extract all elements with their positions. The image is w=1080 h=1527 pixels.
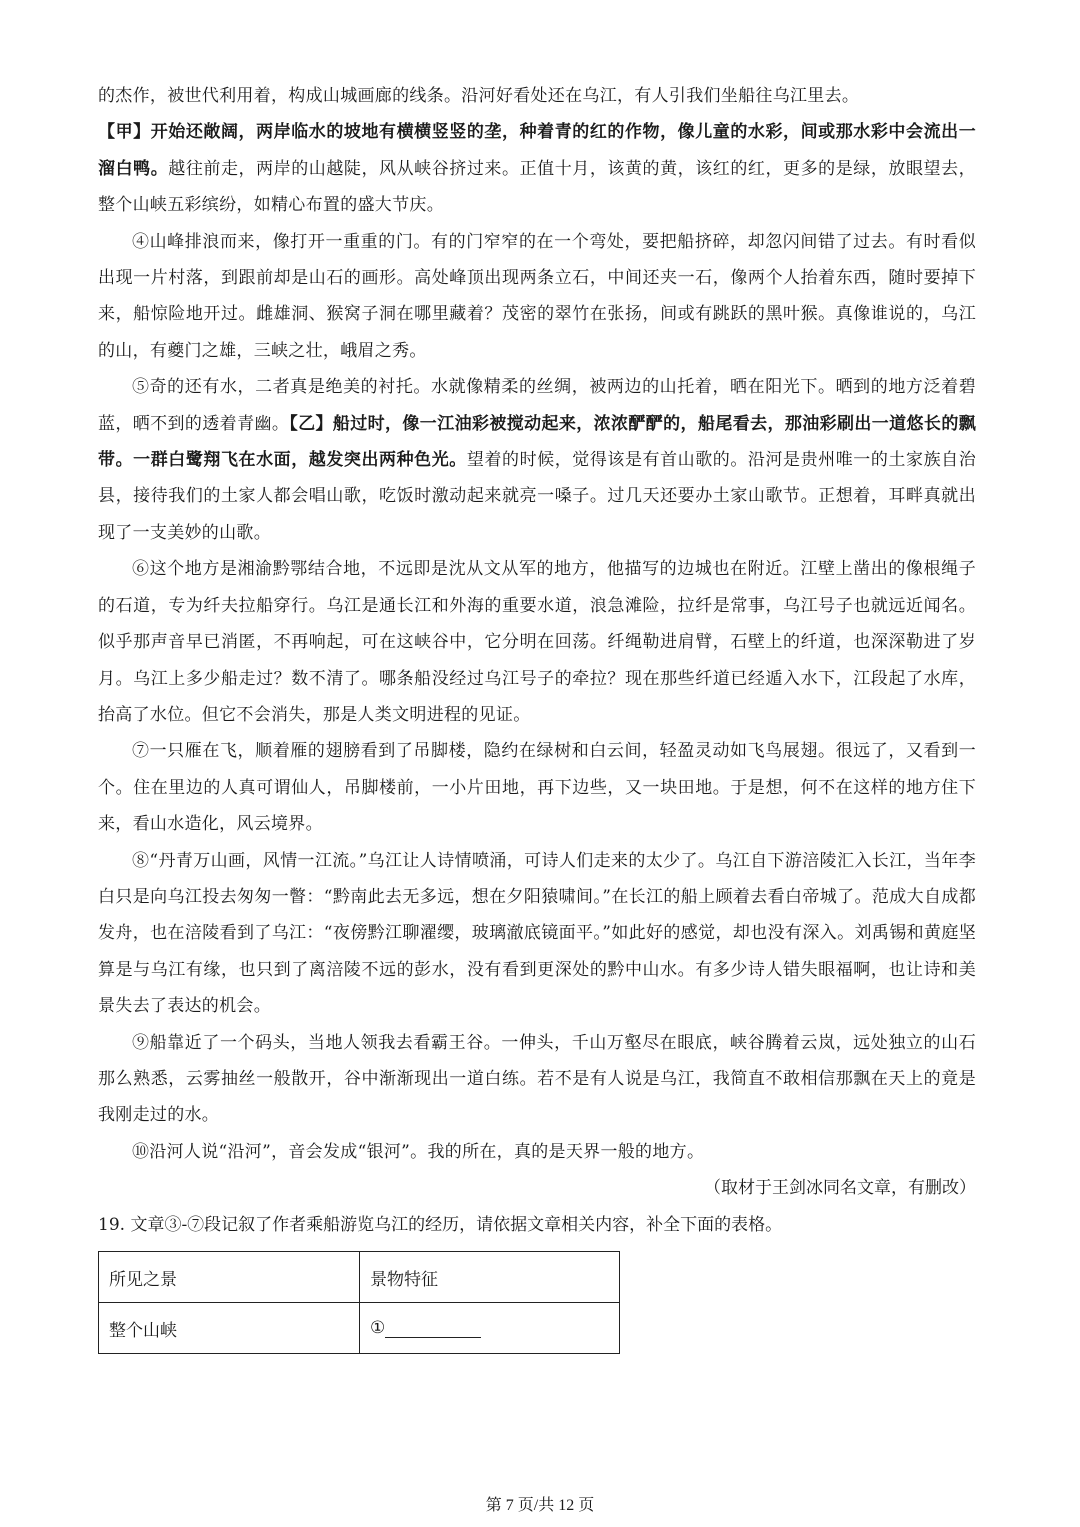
source-note: （取材于王剑冰同名文章，有删改）	[704, 1178, 976, 1199]
table-row	[99, 1303, 620, 1354]
paragraph-continued: 的杰作，被世代利用着，构成山城画廊的线条。沿河好看处还在乌江，有人引我们坐船往乌江里去。	[98, 86, 860, 106]
paragraph-5	[98, 369, 976, 551]
blank-number: ①	[370, 1318, 386, 1338]
table-header-cell: 景物特征	[360, 1252, 620, 1303]
paragraph-6: ⑥这个地方是湘渝黔鄂结合地，不远即是沈从文从军的地方，他描写的边城也在附近。江壁上凿出的像根绳子的石道，专为纤夫拉船穿行。乌江是通长江和外海的重要水道，浪急滩险，拉纤是常事，乌江号子也就远近闻名。似乎那声音早已消匿，不再响起，可在这峡谷中，它分明在回荡。纤绳勒进肩臂，石壁上的纤道，也深深勒进了岁月。乌江上多少船走过？数不清了。哪条船没经过乌江号子的牵拉？现在那些纤道已经遁入水下，江段起了水库，抬高了水位。但它不会消失，那是人类文明进程的见证。	[98, 559, 976, 725]
answer-table	[98, 1251, 620, 1354]
excerpt-jia: 【甲】开始还敞阔，两岸临水的坡地有横横竖竖的垄，种着青的红的作物，像儿童的水彩，间或那水彩中会流出一溜白鸭。	[98, 122, 976, 179]
answer-blank[interactable]	[385, 1319, 481, 1338]
paragraph-10: ⑩沿河人说“沿河”，音会发成“银河”。我的所在，真的是天界一般的地方。	[132, 1141, 705, 1162]
paragraph-8: ⑧“丹青万山画，风情一江流。”乌江让人诗情喷涌，可诗人们走来的太少了。乌江自下游涪陵汇入长江，当年李白只是向乌江投去匆匆一瞥：“黔南此去无多远，想在夕阳猿啸间。”在长江的船上顾着去看白帝城了。范成大自成都发舟，也在涪陵看到了乌江：“夜傍黔江聊濯缨，玻璃澈底镜面平。”如此好的感觉，却也没有深入。刘禹锡和黄庭坚算是与乌江有缘，也只到了离涪陵不远的彭水，没有看到更深处的黔中山水。有多少诗人错失眼福啊，也让诗和美景失去了表达的机会。	[98, 850, 976, 1017]
paragraph-jia	[98, 114, 976, 223]
page-number: 第 7 页/共 12 页	[485, 1497, 595, 1514]
answer-blank-cell[interactable]	[360, 1303, 620, 1354]
article-page	[98, 78, 976, 1354]
paragraph-5-before: ⑤奇的还有水，二者真是绝美的衬托。水就像精柔的丝绸，被两边的山托着，晒在阳光下。晒到的地方泛着碧蓝，晒不到的透着青幽。	[98, 377, 976, 434]
paragraph-9: ⑨船靠近了一个码头，当地人领我去看霸王谷。一伸头，千山万壑尽在眼底，峡谷腾着云岚，远处独立的山石那么熟悉，云雾抽丝一般散开，谷中渐渐现出一道白练。若不是有人说是乌江，我简直不敢相信那飘在天上的竟是我刚走过的水。	[98, 1032, 976, 1126]
paragraph-4: ④山峰排浪而来，像打开一重重的门。有的门窄窄的在一个弯处，要把船挤碎，却忽闪间错了过去。有时看似出现一片村落，到跟前却是山石的画形。高处峰顶出现两条立石，中间还夹一石，像两个人抬着东西，随时要掉下来，船惊险地开过。雌雄洞、猴窝子洞在哪里藏着？茂密的翠竹在张扬，间或有跳跃的黑叶猴。真像谁说的，乌江的山，有夔门之雄，三峡之壮，峨眉之秀。	[98, 231, 976, 361]
excerpt-yi: 【乙】船过时，像一江油彩被搅动起来，浓浓酽酽的，船尾看去，那油彩刷出一道悠长的飘带。一群白鹭翔飞在水面，越发突出两种色光。	[98, 413, 976, 471]
question-19: 19. 文章③-⑦段记叙了作者乘船游览乌江的经历，请依据文章相关内容，补全下面的表格。	[98, 1214, 783, 1235]
paragraph-7: ⑦一只雁在飞，顺着雁的翅膀看到了吊脚楼，隐约在绿树和白云间，轻盈灵动如飞鸟展翅。很远了，又看到一个。住在里边的人真可谓仙人，吊脚楼前，一小片田地，再下边些，又一块田地。于是想，何不在这样的地方住下来，看山水造化，风云境界。	[98, 741, 976, 835]
table-header-row	[99, 1252, 620, 1303]
table-header-cell: 所见之景	[99, 1252, 360, 1303]
paragraph-5-after: 望着的时候，觉得该是有首山歌的。沿河是贵州唯一的土家族自治县，接待我们的土家人都会唱山歌，吃饭时激动起来就亮一嗓子。过几天还要办土家山歌节。正想着，耳畔真就出现了一支美妙的山歌。	[98, 450, 976, 543]
paragraph-jia-rest: 越往前走，两岸的山越陡，风从峡谷挤过来。正值十月，该黄的黄，该红的红，更多的是绿，放眼望去，整个山峡五彩缤纷，如精心布置的盛大节庆。	[98, 158, 976, 216]
table-cell: 整个山峡	[99, 1303, 360, 1354]
